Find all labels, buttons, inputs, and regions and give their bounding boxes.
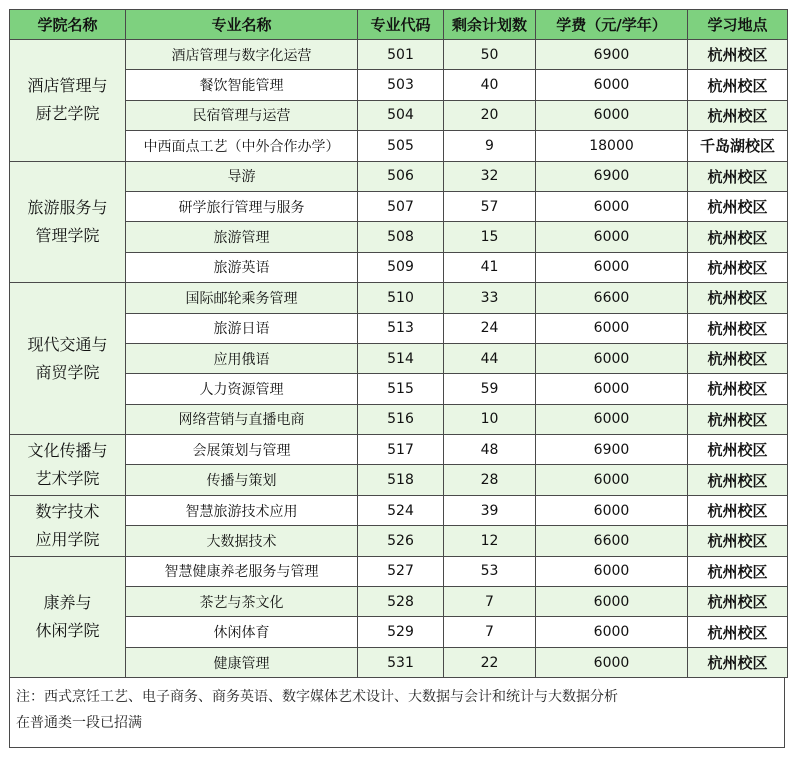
table-row	[10, 495, 788, 525]
table-row	[10, 161, 788, 191]
college-name-line-1: 现代交通与	[27, 334, 108, 354]
major-code-cell: 507	[358, 191, 444, 221]
study-location-cell: 杭州校区	[688, 100, 788, 130]
remaining-plan-cell: 59	[444, 374, 536, 404]
tuition-fee-cell: 6000	[536, 313, 688, 343]
table-row	[10, 313, 788, 343]
major-code-cell: 508	[358, 222, 444, 252]
remaining-plan-cell: 39	[444, 495, 536, 525]
table-row	[10, 283, 788, 313]
table-row	[10, 587, 788, 617]
college-name-line-1: 酒店管理与	[27, 76, 108, 96]
remaining-plan-cell: 48	[444, 435, 536, 465]
table-row	[10, 404, 788, 434]
major-name-cell: 应用俄语	[126, 343, 358, 373]
major-code-cell: 513	[358, 313, 444, 343]
major-name-cell: 酒店管理与数字化运营	[126, 40, 358, 70]
tuition-fee-cell: 6000	[536, 465, 688, 495]
major-name-cell: 智慧健康养老服务与管理	[126, 556, 358, 586]
major-code-cell: 510	[358, 283, 444, 313]
remaining-plan-cell: 7	[444, 617, 536, 647]
major-code-cell: 524	[358, 495, 444, 525]
remaining-plan-cell: 12	[444, 526, 536, 556]
college-name-cell	[10, 435, 126, 496]
tuition-fee-cell: 6000	[536, 374, 688, 404]
table-row	[10, 556, 788, 586]
table-row	[10, 647, 788, 677]
major-name-cell: 传播与策划	[126, 465, 358, 495]
major-name-cell: 网络营销与直播电商	[126, 404, 358, 434]
footnote	[9, 678, 785, 748]
table-row	[10, 40, 788, 70]
study-location-cell: 杭州校区	[688, 495, 788, 525]
table-row	[10, 70, 788, 100]
remaining-plan-cell: 33	[444, 283, 536, 313]
enrollment-table-container	[9, 9, 787, 748]
study-location-cell: 杭州校区	[688, 252, 788, 282]
study-location-cell: 杭州校区	[688, 283, 788, 313]
major-name-cell: 旅游英语	[126, 252, 358, 282]
major-code-cell: 518	[358, 465, 444, 495]
study-location-cell: 杭州校区	[688, 70, 788, 100]
table-body	[10, 40, 788, 678]
tuition-fee-cell: 6000	[536, 100, 688, 130]
study-location-cell: 杭州校区	[688, 374, 788, 404]
table-row	[10, 343, 788, 373]
college-name-cell	[10, 283, 126, 435]
college-name-line-2: 管理学院	[35, 225, 100, 245]
tuition-fee-cell: 6000	[536, 495, 688, 525]
remaining-plan-cell: 44	[444, 343, 536, 373]
study-location-cell: 杭州校区	[688, 556, 788, 586]
remaining-plan-cell: 53	[444, 556, 536, 586]
study-location-cell: 杭州校区	[688, 222, 788, 252]
study-location-cell: 杭州校区	[688, 40, 788, 70]
college-name-line-2: 应用学院	[35, 529, 100, 549]
header-college: 学院名称	[10, 10, 126, 40]
remaining-plan-cell: 9	[444, 131, 536, 161]
college-name-line-2: 厨艺学院	[35, 104, 100, 124]
tuition-fee-cell: 6000	[536, 404, 688, 434]
remaining-plan-cell: 10	[444, 404, 536, 434]
remaining-plan-cell: 22	[444, 647, 536, 677]
table-row	[10, 617, 788, 647]
study-location-cell: 杭州校区	[688, 647, 788, 677]
major-code-cell: 504	[358, 100, 444, 130]
table-row	[10, 465, 788, 495]
study-location-cell: 千岛湖校区	[688, 131, 788, 161]
college-name-cell	[10, 495, 126, 556]
tuition-fee-cell: 6000	[536, 556, 688, 586]
tuition-fee-cell: 6000	[536, 647, 688, 677]
enrollment-table	[9, 9, 788, 678]
study-location-cell: 杭州校区	[688, 404, 788, 434]
college-name-cell	[10, 40, 126, 162]
study-location-cell: 杭州校区	[688, 587, 788, 617]
major-code-cell: 515	[358, 374, 444, 404]
college-name-line-1: 数字技术	[35, 501, 100, 521]
tuition-fee-cell: 18000	[536, 131, 688, 161]
major-code-cell: 527	[358, 556, 444, 586]
tuition-fee-cell: 6000	[536, 343, 688, 373]
study-location-cell: 杭州校区	[688, 526, 788, 556]
table-row	[10, 252, 788, 282]
remaining-plan-cell: 41	[444, 252, 536, 282]
header-fee: 学费（元/学年）	[536, 10, 688, 40]
major-name-cell: 智慧旅游技术应用	[126, 495, 358, 525]
tuition-fee-cell: 6000	[536, 222, 688, 252]
major-code-cell: 529	[358, 617, 444, 647]
college-name-cell	[10, 161, 126, 283]
major-name-cell: 人力资源管理	[126, 374, 358, 404]
major-name-cell: 民宿管理与运营	[126, 100, 358, 130]
remaining-plan-cell: 28	[444, 465, 536, 495]
table-row	[10, 131, 788, 161]
remaining-plan-cell: 24	[444, 313, 536, 343]
footnote-line-2: 在普通类一段已招满	[16, 715, 142, 732]
major-code-cell: 505	[358, 131, 444, 161]
header-major: 专业名称	[126, 10, 358, 40]
study-location-cell: 杭州校区	[688, 617, 788, 647]
tuition-fee-cell: 6000	[536, 252, 688, 282]
major-code-cell: 503	[358, 70, 444, 100]
college-name-line-1: 旅游服务与	[27, 197, 108, 217]
table-row	[10, 374, 788, 404]
major-code-cell: 516	[358, 404, 444, 434]
remaining-plan-cell: 15	[444, 222, 536, 252]
table-row	[10, 100, 788, 130]
table-row	[10, 435, 788, 465]
remaining-plan-cell: 40	[444, 70, 536, 100]
remaining-plan-cell: 20	[444, 100, 536, 130]
study-location-cell: 杭州校区	[688, 313, 788, 343]
tuition-fee-cell: 6000	[536, 191, 688, 221]
major-code-cell: 509	[358, 252, 444, 282]
major-code-cell: 501	[358, 40, 444, 70]
major-name-cell: 大数据技术	[126, 526, 358, 556]
major-code-cell: 526	[358, 526, 444, 556]
tuition-fee-cell: 6000	[536, 587, 688, 617]
major-code-cell: 514	[358, 343, 444, 373]
major-code-cell: 506	[358, 161, 444, 191]
tuition-fee-cell: 6900	[536, 435, 688, 465]
major-name-cell: 餐饮智能管理	[126, 70, 358, 100]
major-code-cell: 517	[358, 435, 444, 465]
study-location-cell: 杭州校区	[688, 191, 788, 221]
remaining-plan-cell: 7	[444, 587, 536, 617]
tuition-fee-cell: 6000	[536, 617, 688, 647]
tuition-fee-cell: 6900	[536, 161, 688, 191]
header-location: 学习地点	[688, 10, 788, 40]
major-name-cell: 国际邮轮乘务管理	[126, 283, 358, 313]
header-row	[10, 10, 788, 40]
tuition-fee-cell: 6600	[536, 526, 688, 556]
college-name-line-1: 康养与	[43, 592, 92, 612]
major-name-cell: 健康管理	[126, 647, 358, 677]
major-name-cell: 茶艺与茶文化	[126, 587, 358, 617]
study-location-cell: 杭州校区	[688, 343, 788, 373]
remaining-plan-cell: 32	[444, 161, 536, 191]
college-name-line-2: 休闲学院	[35, 620, 100, 640]
major-name-cell: 旅游管理	[126, 222, 358, 252]
remaining-plan-cell: 50	[444, 40, 536, 70]
tuition-fee-cell: 6000	[536, 70, 688, 100]
table-row	[10, 526, 788, 556]
college-name-line-2: 艺术学院	[35, 468, 100, 488]
table-row	[10, 191, 788, 221]
major-name-cell: 旅游日语	[126, 313, 358, 343]
major-name-cell: 会展策划与管理	[126, 435, 358, 465]
table-row	[10, 222, 788, 252]
remaining-plan-cell: 57	[444, 191, 536, 221]
college-name-cell	[10, 556, 126, 678]
college-name-line-2: 商贸学院	[35, 362, 100, 382]
study-location-cell: 杭州校区	[688, 161, 788, 191]
major-code-cell: 528	[358, 587, 444, 617]
footnote-line-1: 注：西式烹饪工艺、电子商务、商务英语、数字媒体艺术设计、大数据与会计和统计与大数据分析	[16, 689, 618, 706]
tuition-fee-cell: 6600	[536, 283, 688, 313]
study-location-cell: 杭州校区	[688, 435, 788, 465]
header-code: 专业代码	[358, 10, 444, 40]
tuition-fee-cell: 6900	[536, 40, 688, 70]
college-name-line-1: 文化传播与	[27, 440, 108, 460]
major-code-cell: 531	[358, 647, 444, 677]
major-name-cell: 中西面点工艺（中外合作办学）	[126, 131, 358, 161]
major-name-cell: 休闲体育	[126, 617, 358, 647]
major-name-cell: 导游	[126, 161, 358, 191]
study-location-cell: 杭州校区	[688, 465, 788, 495]
header-remaining: 剩余计划数	[444, 10, 536, 40]
major-name-cell: 研学旅行管理与服务	[126, 191, 358, 221]
